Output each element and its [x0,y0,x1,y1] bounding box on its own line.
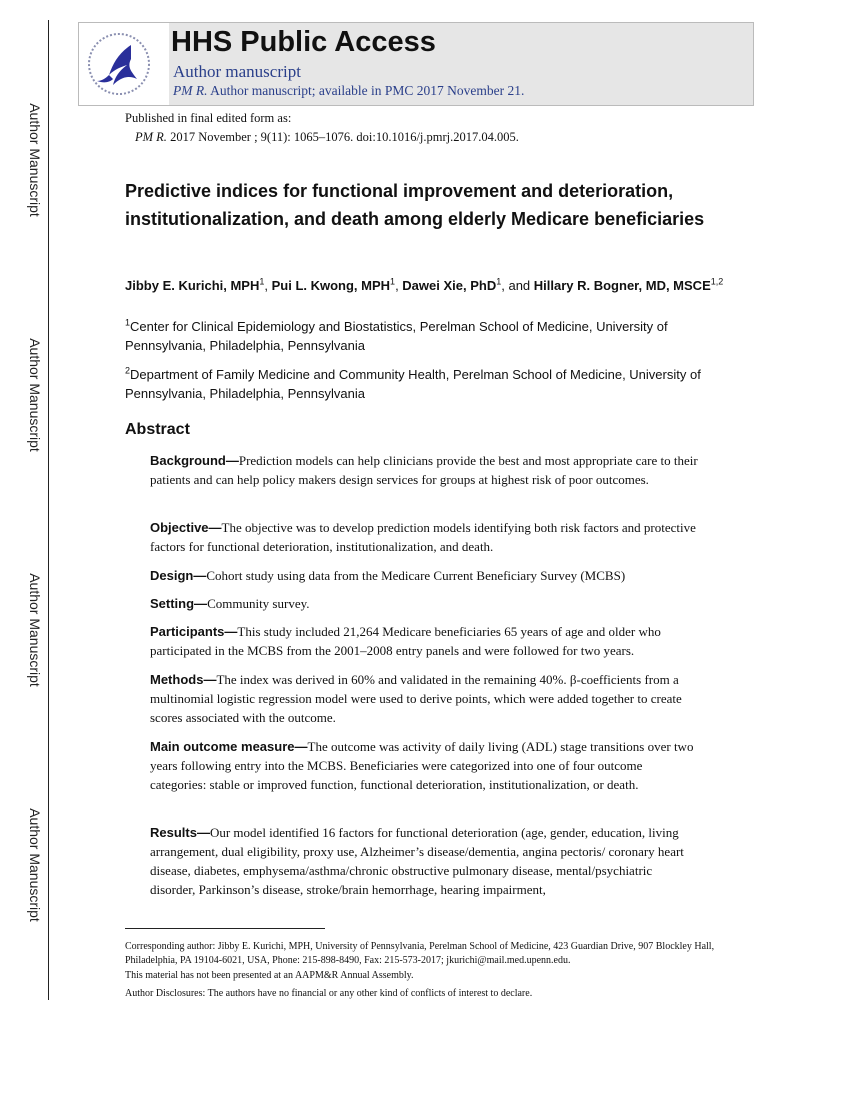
article-title: Predictive indices for functional improvement and deterioration, institutionalization, and death among elderly Medicare beneficiaries [125,181,705,229]
section-label: Setting— [150,596,208,611]
sidebar-label: Author Manuscript [27,808,43,922]
section-label: Objective— [150,520,222,535]
section-text: The index was derived in 60% and validated in the remaining 40%. β-coefficients from a multinomial logistic regression model were used to derive points, which were added together to create scores associated with the outcome. [150,672,682,725]
author-name: Pui L. Kwong, MPH [271,278,391,293]
header-title: HHS Public Access [171,26,436,58]
abstract-main-outcome [150,737,698,794]
author-affiliation-number: 1 [259,276,265,287]
hhs-header [78,22,754,106]
published-info [125,109,519,147]
section-label: Participants— [150,624,238,639]
footnote-divider [125,928,325,929]
footnote-disclosures: Author Disclosures: The authors have no financial or any other kind of conflicts of interest to declare. [125,988,533,999]
section-text: Our model identified 16 factors for functional deterioration (age, gender, education, living arrangement, dual eligibility, proxy use, Alzheimer’s disease/dementia, angina pectoris/ coronary heart disease, diabetes, emphysema/asthma/chronic obstructive pulmonary disease, mental/psychiatric disorder, Parkinson’s disease, stroke/brain hemorrhage, hearing impairment, [150,825,684,897]
section-label: Design— [150,568,207,583]
journal-name: PM R. [173,83,208,98]
section-text: The objective was to develop prediction models identifying both risk factors and protective factors for functional deterioration, institutionalization, and death. [150,520,696,554]
availability-text: Author manuscript; available in PMC 2017 November 21. [210,83,525,98]
affiliation-number: 2 [125,365,131,376]
abstract-setting [150,594,698,613]
author-affiliation-number: 1 [496,276,502,287]
section-label: Results— [150,825,210,840]
abstract-heading: Abstract [125,421,190,438]
header-subtitle: Author manuscript [173,62,301,81]
author-name: Hillary R. Bogner, MD, MSCE [533,278,711,293]
published-label: Published in final edited form as: [125,111,292,125]
footnote-corresponding: Corresponding author: Jibby E. Kurichi, MPH, University of Pennsylvania, Perelman School of Medicine, 423 Guardian Drive, 907 Blockley Hall, Philadelphia, PA 19104-6021, USA, Phone: 215-898-8490, Fax: 215-573-2017; jkurichi@mail.med.upenn.edu. [125,941,715,966]
affiliation [125,317,735,355]
affiliation-text: Center for Clinical Epidemiology and Biostatistics, Perelman School of Medicine, University of Pennsylvania, Philadelphia, Pennsylvania [125,319,668,353]
abstract-objective [150,518,698,556]
author-separator: , [395,278,403,293]
hhs-logo-icon [79,23,159,105]
author-affiliation-number: 1,2 [710,276,724,287]
author-name: Dawei Xie, PhD [402,278,497,293]
sidebar-divider [48,20,49,1000]
section-text: Community survey. [207,596,310,611]
abstract-background [150,451,698,489]
section-label: Main outcome measure— [150,739,308,754]
abstract-results [150,823,698,899]
footnote-presentation: This material has not been presented at an AAPM&R Annual Assembly. [125,970,414,981]
author-affiliation-number: 1 [390,276,396,287]
header-availability [173,83,524,99]
sidebar-label: Author Manuscript [27,573,43,687]
affiliation-text: Department of Family Medicine and Community Health, Perelman School of Medicine, University of Pennsylvania, Philadelphia, Pennsylvania [125,367,701,401]
section-text: The outcome was activity of daily living (ADL) stage transitions over two years following entry into the MCBS. Beneficiaries were categorized into one of four outcome categories: stable or improved function, functional deterioration, institutionalization, or death. [150,739,694,792]
sidebar-label: Author Manuscript [27,338,43,452]
citation: 2017 November ; 9(11): 1065–1076. doi:10.1016/j.pmrj.2017.04.005. [170,130,519,144]
abstract-design [150,566,698,585]
affiliation-number: 1 [125,317,131,328]
author-name: Jibby E. Kurichi, MPH [125,278,260,293]
author-list [125,276,735,296]
author-separator: , and [501,278,534,293]
sidebar-label: Author Manuscript [27,103,43,217]
affiliation [125,365,735,403]
abstract-methods [150,670,698,727]
author-separator: , [264,278,272,293]
section-label: Background— [150,453,239,468]
section-label: Methods— [150,672,217,687]
section-text: This study included 21,264 Medicare beneficiaries 65 years of age and older who participated in the MCBS from the 2001–2008 entry panels and were followed for two years. [150,624,661,658]
section-text: Cohort study using data from the Medicare Current Beneficiary Survey (MCBS) [206,568,626,583]
journal-name: PM R. [135,130,167,144]
section-text: Prediction models can help clinicians provide the best and most appropriate care to their patients and can help policy makers design services for groups at highest risk of poor outcomes. [150,453,698,487]
abstract-participants [150,622,698,660]
